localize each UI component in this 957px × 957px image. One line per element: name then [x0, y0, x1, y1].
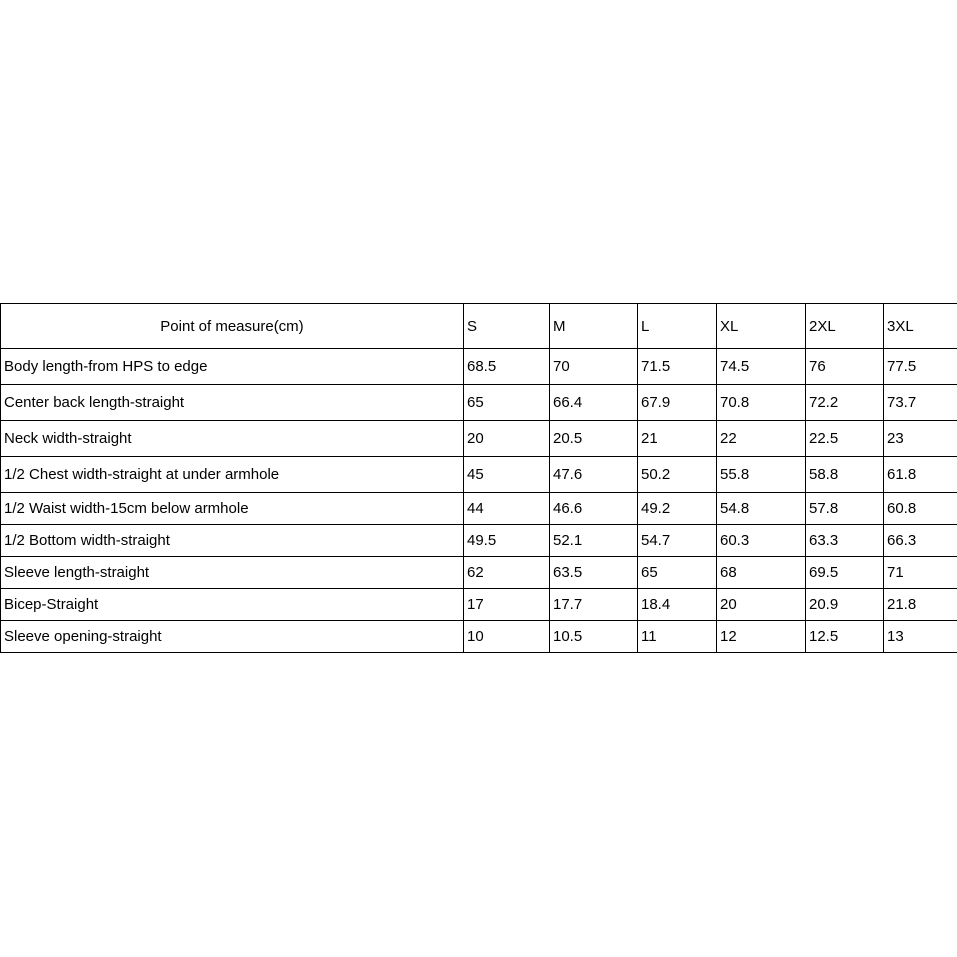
measure-value-2xl: 22.5 — [806, 421, 884, 457]
table-header — [1, 304, 957, 349]
header-row — [1, 304, 957, 349]
measure-label: Neck width-straight — [1, 421, 464, 457]
measure-value-xl: 70.8 — [717, 385, 806, 421]
measure-value-s: 44 — [464, 493, 550, 525]
measure-value-s: 62 — [464, 557, 550, 589]
measure-value-xl: 12 — [717, 621, 806, 653]
measure-value-m: 66.4 — [550, 385, 638, 421]
table-row — [1, 385, 957, 421]
measure-value-l: 67.9 — [638, 385, 717, 421]
measure-label: 1/2 Bottom width-straight — [1, 525, 464, 557]
measure-value-m: 63.5 — [550, 557, 638, 589]
header-size-l: L — [638, 304, 717, 349]
measure-value-xl: 60.3 — [717, 525, 806, 557]
measure-value-2xl: 72.2 — [806, 385, 884, 421]
measure-label: Sleeve opening-straight — [1, 621, 464, 653]
measure-value-3xl: 13 — [884, 621, 957, 653]
measure-value-l: 11 — [638, 621, 717, 653]
size-chart-table — [0, 303, 957, 653]
measure-value-s: 68.5 — [464, 349, 550, 385]
table-row — [1, 493, 957, 525]
measure-value-s: 45 — [464, 457, 550, 493]
measure-value-xl: 74.5 — [717, 349, 806, 385]
measure-value-3xl: 61.8 — [884, 457, 957, 493]
measure-value-m: 20.5 — [550, 421, 638, 457]
measure-value-s: 65 — [464, 385, 550, 421]
measure-value-m: 70 — [550, 349, 638, 385]
measure-value-m: 52.1 — [550, 525, 638, 557]
measure-value-l: 50.2 — [638, 457, 717, 493]
table-body — [1, 349, 957, 653]
table-row — [1, 525, 957, 557]
header-size-m: M — [550, 304, 638, 349]
measure-value-3xl: 21.8 — [884, 589, 957, 621]
measure-label: Bicep-Straight — [1, 589, 464, 621]
measure-value-xl: 20 — [717, 589, 806, 621]
measure-value-s: 49.5 — [464, 525, 550, 557]
table-row — [1, 589, 957, 621]
measure-value-l: 49.2 — [638, 493, 717, 525]
measure-value-s: 20 — [464, 421, 550, 457]
measure-value-l: 21 — [638, 421, 717, 457]
header-point-of-measure: Point of measure(cm) — [1, 304, 464, 349]
table-row — [1, 349, 957, 385]
measure-label: Body length-from HPS to edge — [1, 349, 464, 385]
measure-value-l: 65 — [638, 557, 717, 589]
measure-value-2xl: 76 — [806, 349, 884, 385]
measure-label: Center back length-straight — [1, 385, 464, 421]
measure-value-xl: 55.8 — [717, 457, 806, 493]
table-row — [1, 457, 957, 493]
measure-value-2xl: 58.8 — [806, 457, 884, 493]
measure-value-l: 18.4 — [638, 589, 717, 621]
measure-value-3xl: 77.5 — [884, 349, 957, 385]
measure-value-xl: 22 — [717, 421, 806, 457]
measure-value-m: 17.7 — [550, 589, 638, 621]
table-row — [1, 421, 957, 457]
measure-label: 1/2 Waist width-15cm below armhole — [1, 493, 464, 525]
measure-value-m: 47.6 — [550, 457, 638, 493]
measure-value-3xl: 60.8 — [884, 493, 957, 525]
measure-value-3xl: 71 — [884, 557, 957, 589]
header-size-3xl: 3XL — [884, 304, 957, 349]
measure-value-2xl: 12.5 — [806, 621, 884, 653]
measure-value-l: 54.7 — [638, 525, 717, 557]
header-size-xl: XL — [717, 304, 806, 349]
measure-label: 1/2 Chest width-straight at under armhole — [1, 457, 464, 493]
measure-label: Sleeve length-straight — [1, 557, 464, 589]
measure-value-2xl: 69.5 — [806, 557, 884, 589]
measure-value-xl: 68 — [717, 557, 806, 589]
measure-value-l: 71.5 — [638, 349, 717, 385]
measure-value-s: 17 — [464, 589, 550, 621]
measure-value-3xl: 23 — [884, 421, 957, 457]
header-size-2xl: 2XL — [806, 304, 884, 349]
measure-value-m: 10.5 — [550, 621, 638, 653]
measure-value-m: 46.6 — [550, 493, 638, 525]
table-row — [1, 557, 957, 589]
measure-value-3xl: 66.3 — [884, 525, 957, 557]
measure-value-2xl: 63.3 — [806, 525, 884, 557]
measure-value-3xl: 73.7 — [884, 385, 957, 421]
measure-value-2xl: 57.8 — [806, 493, 884, 525]
measure-value-xl: 54.8 — [717, 493, 806, 525]
header-size-s: S — [464, 304, 550, 349]
measure-value-s: 10 — [464, 621, 550, 653]
measure-value-2xl: 20.9 — [806, 589, 884, 621]
table-row — [1, 621, 957, 653]
